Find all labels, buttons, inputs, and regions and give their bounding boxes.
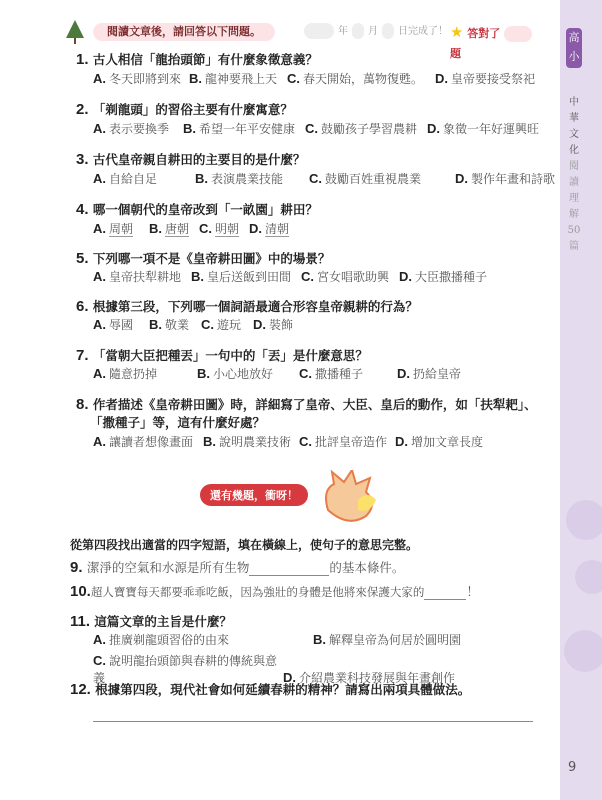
page-number: 9 — [568, 760, 577, 775]
series-char: 文 — [569, 129, 579, 140]
option-text: 小心地放好 — [213, 367, 274, 381]
option-letter: B. — [197, 366, 211, 381]
answer-blank[interactable] — [249, 561, 329, 576]
option-text: 皇后送飯到田間 — [207, 270, 292, 284]
option-letter: C. — [287, 71, 301, 86]
level-char: 小 — [568, 50, 580, 63]
text: C. — [93, 653, 106, 668]
option-letter: C. — [201, 317, 215, 332]
option-text: 皇帝要接受祭祀 — [451, 72, 536, 86]
question-number: 1. — [76, 51, 89, 68]
day-label: 日完成了！ — [398, 26, 448, 37]
option-letter: A. — [93, 269, 106, 284]
option[interactable] — [189, 70, 277, 87]
mascot-speech-bubble: 還有幾題，衝呀！ — [200, 484, 308, 506]
option-text: 製作年畫和詩歌 — [471, 172, 556, 186]
tree-icon — [65, 20, 85, 44]
option[interactable] — [427, 120, 539, 137]
question-9 — [70, 558, 404, 576]
option-letter: B. — [203, 434, 217, 449]
text: B. — [313, 632, 326, 647]
question-text: 根據第四段，現代社會如何延續春耕的精神？請寫出兩項具體做法。 — [95, 682, 471, 697]
option-text: 象徵一年好運興旺 — [443, 122, 540, 136]
question-number: 3. — [76, 151, 89, 168]
option[interactable] — [309, 170, 421, 187]
year-label: 年 — [338, 26, 348, 37]
question-4 — [76, 200, 318, 218]
series-char: 華 — [569, 113, 579, 124]
option[interactable] — [93, 365, 157, 382]
option[interactable] — [191, 268, 291, 285]
question-text: 古代皇帝親自耕田的主要目的是什麼？ — [92, 152, 306, 167]
question-text: 這篇文章的主旨是什麼？ — [94, 614, 232, 629]
series-char: 中 — [569, 97, 579, 108]
option[interactable] — [253, 316, 293, 333]
question-6 — [76, 297, 418, 315]
option[interactable] — [93, 631, 313, 648]
option-text: 希望一年平安健康 — [199, 122, 296, 136]
option-letter: D. — [399, 269, 413, 284]
option-letter: D. — [455, 171, 469, 186]
option[interactable] — [399, 268, 487, 285]
option-letter: D. — [253, 317, 267, 332]
series-char: 化 — [569, 145, 579, 156]
question-3 — [76, 150, 305, 168]
score-blank[interactable] — [504, 26, 532, 42]
option[interactable] — [435, 70, 535, 87]
series-char: 50 — [567, 225, 581, 236]
question-6-options — [93, 316, 293, 333]
option[interactable] — [249, 220, 289, 237]
option-text: 批評皇帝造作 — [315, 435, 388, 449]
question-5 — [76, 249, 330, 267]
option[interactable] — [203, 433, 291, 450]
option-text: 龍神要飛上天 — [205, 72, 278, 86]
question-number: 9. — [70, 559, 83, 576]
option-letter: D. — [435, 71, 449, 86]
question-2-options — [93, 120, 539, 137]
option-letter: B. — [149, 221, 163, 236]
question-11-options — [93, 631, 513, 686]
option-letter: A. — [93, 171, 106, 186]
question-text: 下列哪一項不是《皇帝耕田圖》中的場景？ — [92, 251, 331, 266]
option-letter: A. — [93, 221, 106, 236]
text: 推廣剃龍頭習俗的由來 — [109, 633, 230, 647]
question-11 — [70, 612, 232, 630]
instruction-pill: 閱讀文章後，請回答以下問題。 — [93, 23, 275, 41]
question-text: 的基本條件。 — [329, 560, 405, 575]
option-text: 隨意扔掉 — [109, 367, 158, 381]
month-label: 月 — [368, 26, 378, 37]
option[interactable] — [93, 70, 181, 87]
question-text: 潔淨的空氣和水源是所有生物 — [86, 560, 250, 575]
option-text: 讓讀者想像畫面 — [109, 435, 194, 449]
option[interactable] — [93, 170, 157, 187]
text: 說明龍抬頭節與春耕的傳統與意義 — [93, 654, 278, 685]
option[interactable] — [183, 120, 295, 137]
option-letter: D. — [397, 366, 411, 381]
option-text: 春天開始，萬物復甦。 — [303, 72, 424, 86]
question-text: 「撒種子」等，這有什麼好處？ — [90, 415, 266, 430]
option-text: 說明農業技術 — [219, 435, 292, 449]
answer-line[interactable] — [93, 721, 533, 722]
text: 介紹農業科技發展與年畫創作 — [299, 671, 456, 685]
option-letter: B. — [189, 71, 203, 86]
option-text: 裝飾 — [269, 318, 294, 332]
mascot-dragon-icon — [318, 470, 382, 526]
option-letter: B. — [195, 171, 209, 186]
option[interactable] — [201, 316, 241, 333]
question-7-options — [93, 365, 461, 382]
option[interactable] — [195, 170, 283, 187]
question-number: 12. — [70, 681, 91, 698]
option[interactable] — [149, 316, 189, 333]
text: D. — [283, 670, 296, 685]
question-number: 10. — [70, 583, 91, 600]
question-text: 哪一個朝代的皇帝改到「一畝園」耕田？ — [92, 202, 318, 217]
option-text: 辱國 — [109, 318, 134, 332]
option-letter: A. — [93, 434, 106, 449]
level-tab — [566, 28, 582, 68]
option-letter: C. — [301, 269, 315, 284]
option-letter: D. — [427, 121, 441, 136]
option-text: 增加文章長度 — [411, 435, 484, 449]
option-text: 自給自足 — [109, 172, 158, 186]
option-letter: A. — [93, 317, 106, 332]
question-5-options — [93, 268, 487, 285]
question-number: 4. — [76, 201, 89, 218]
question-text: 古人相信「龍抬頭節」有什麼象徵意義？ — [92, 52, 318, 67]
option-text: 唐朝 — [165, 222, 190, 236]
question-10 — [70, 582, 479, 600]
option-text: 周朝 — [109, 222, 134, 236]
option[interactable] — [299, 365, 363, 382]
question-number: 11. — [70, 613, 91, 630]
question-7 — [76, 346, 368, 364]
option[interactable] — [397, 365, 461, 382]
option[interactable] — [149, 220, 189, 237]
option-text: 表示要換季 — [109, 122, 170, 136]
option-text: 清朝 — [265, 222, 290, 236]
option-text: 明朝 — [215, 222, 240, 236]
option-letter: B. — [191, 269, 205, 284]
option-text: 扔給皇帝 — [413, 367, 462, 381]
series-char: 解 — [569, 209, 579, 220]
option[interactable] — [199, 220, 239, 237]
question-number: 8. — [76, 396, 89, 413]
option-letter: C. — [309, 171, 323, 186]
series-char: 閱 — [569, 161, 579, 172]
option[interactable] — [197, 365, 273, 382]
month-blank[interactable] — [352, 23, 364, 39]
completion-date — [300, 23, 448, 41]
level-char: 高 — [568, 31, 580, 44]
option[interactable] — [301, 268, 389, 285]
option[interactable] — [299, 433, 387, 450]
year-blank[interactable] — [304, 23, 334, 39]
answer-blank[interactable] — [424, 585, 466, 600]
question-3-options — [93, 170, 555, 187]
series-char: 讀 — [569, 177, 579, 188]
question-number: 6. — [76, 298, 89, 315]
option-text: 鼓勵孩子學習農耕 — [321, 122, 418, 136]
text: 解釋皇帝為何居於圓明園 — [329, 633, 462, 647]
option-letter: A. — [93, 71, 106, 86]
question-2 — [76, 100, 293, 118]
option-text: 敬業 — [165, 318, 190, 332]
series-title — [565, 95, 583, 255]
option[interactable] — [93, 316, 133, 333]
option-letter: A. — [93, 121, 106, 136]
question-12 — [70, 680, 470, 698]
section-instruction: 從第四段找出適當的四字短語，填在橫線上，使句子的意思完整。 — [70, 538, 419, 552]
star-icon: ★ — [450, 23, 464, 41]
option[interactable] — [93, 220, 133, 237]
option-text: 表演農業技能 — [211, 172, 284, 186]
option[interactable] — [93, 433, 193, 450]
option-letter: B. — [149, 317, 163, 332]
option[interactable] — [395, 433, 483, 450]
option-text: 冬天即將到來 — [109, 72, 182, 86]
option[interactable] — [305, 120, 417, 137]
option-letter: C. — [305, 121, 319, 136]
option-text: 大臣撒播種子 — [415, 270, 488, 284]
option-text: 皇帝扶犁耕地 — [109, 270, 182, 284]
question-1-options — [93, 70, 535, 87]
score — [450, 22, 545, 64]
question-number: 5. — [76, 250, 89, 267]
question-8 — [76, 395, 537, 431]
option-letter: A. — [93, 366, 106, 381]
option-letter: D. — [395, 434, 409, 449]
question-text: 根據第三段，下列哪一個詞語最適合形容皇帝親耕的行為？ — [92, 299, 418, 314]
question-text: 「剃龍頭」的習俗主要有什麼寓意？ — [92, 102, 293, 117]
option[interactable] — [93, 120, 169, 137]
option-text: 遊玩 — [217, 318, 242, 332]
score-prefix: 答對了 — [467, 27, 501, 40]
option-letter: D. — [249, 221, 263, 236]
question-4-options — [93, 220, 289, 237]
option[interactable] — [93, 268, 181, 285]
day-blank[interactable] — [382, 23, 394, 39]
text: A. — [93, 632, 106, 647]
question-text: 「當朝大臣把種丟」一句中的「丟」是什麼意思？ — [92, 348, 368, 363]
option[interactable] — [287, 70, 423, 87]
option-letter: C. — [299, 434, 313, 449]
option-letter: C. — [199, 221, 213, 236]
option[interactable] — [313, 631, 503, 648]
question-text: ！ — [466, 584, 479, 599]
question-number: 7. — [76, 347, 89, 364]
option-text: 鼓勵百姓重視農業 — [325, 172, 422, 186]
score-suffix: 題 — [450, 47, 461, 60]
question-text: 超人寶寶每天都要乖乖吃飯，因為強壯的身體是他將來保護大家的 — [90, 585, 425, 599]
question-1 — [76, 50, 318, 68]
series-char: 篇 — [569, 241, 579, 252]
series-char: 理 — [569, 193, 579, 204]
question-number: 2. — [76, 101, 89, 118]
option-text: 撒播種子 — [315, 367, 364, 381]
option-letter: C. — [299, 366, 313, 381]
option[interactable] — [455, 170, 555, 187]
option-text: 宮女唱歌助興 — [317, 270, 390, 284]
option-letter: B. — [183, 121, 197, 136]
question-8-options — [93, 433, 483, 450]
question-text: 作者描述《皇帝耕田圖》時，詳細寫了皇帝、大臣、皇后的動作，如「扶犁耙」、 — [92, 397, 537, 412]
